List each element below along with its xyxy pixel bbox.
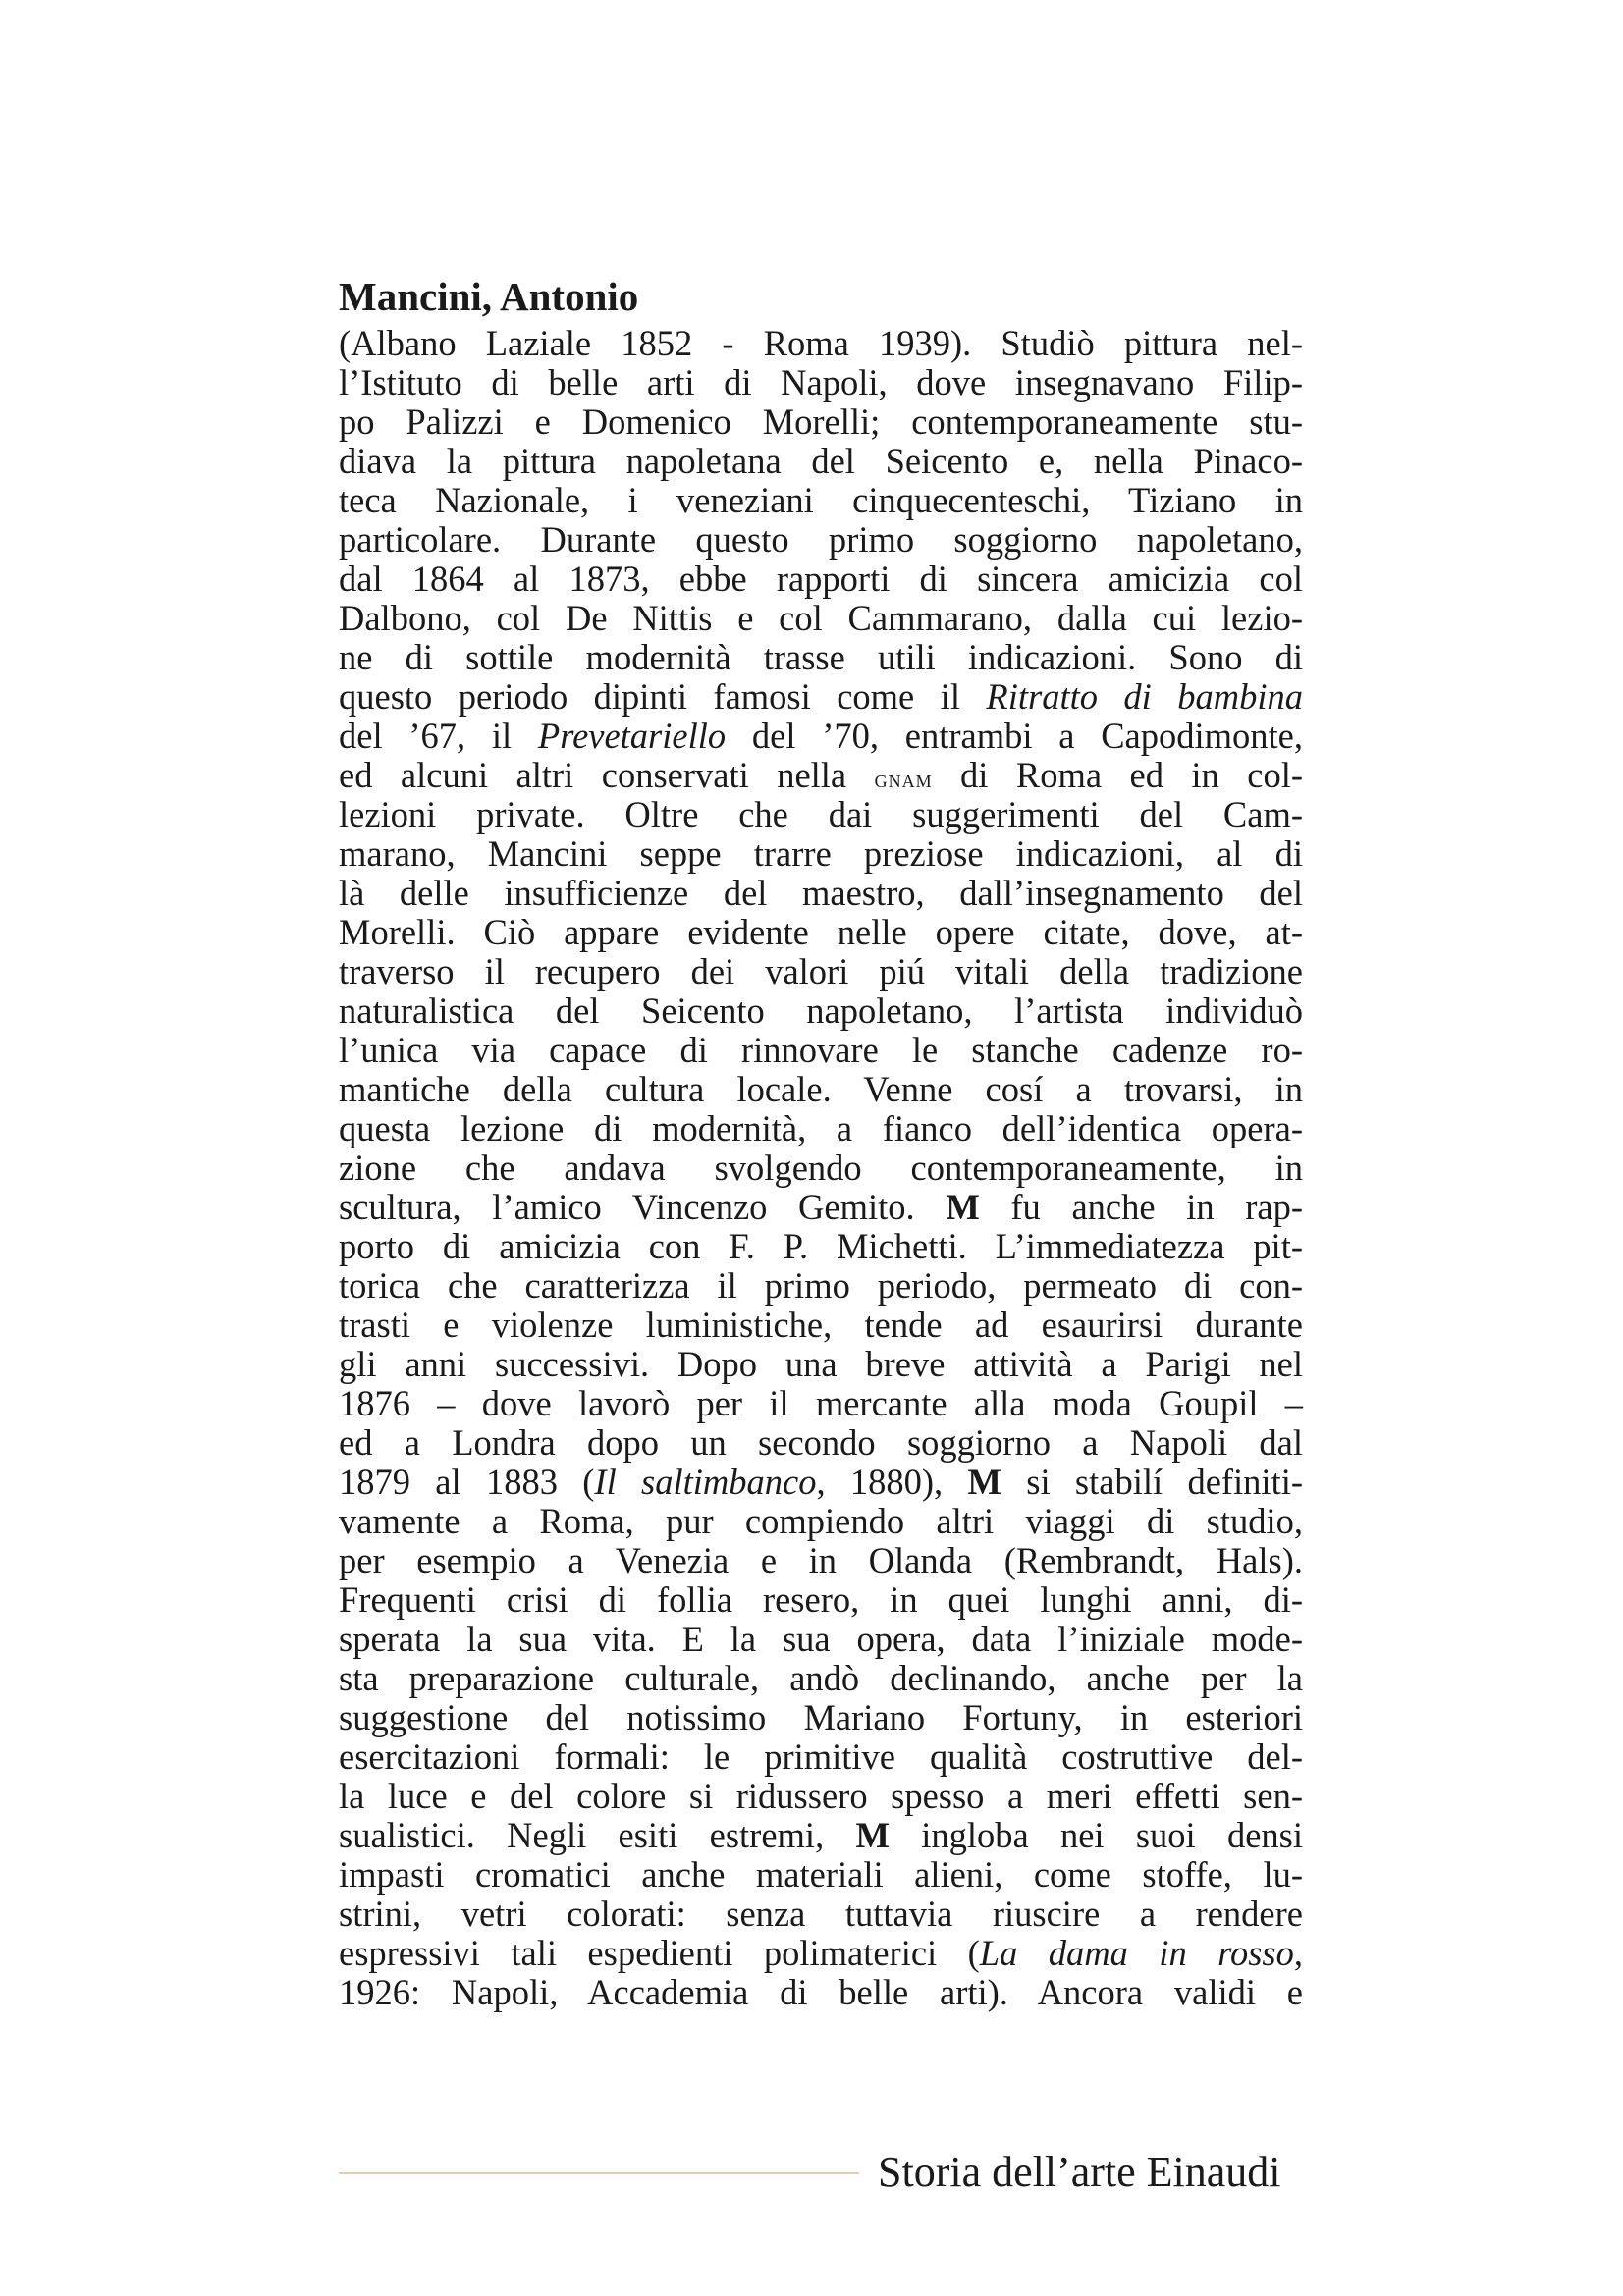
text-line	[339, 560, 1303, 599]
text-run: 1876 – dove lavorò per il mercante alla moda Goupil –	[339, 1383, 1303, 1423]
entry-title: Mancini, Antonio	[339, 274, 639, 319]
text-run: del ’70, entrambi a Capodimonte,	[726, 716, 1304, 756]
text-run: suggestione del notissimo Mariano Fortuny, in esteriori	[339, 1697, 1303, 1737]
text-line	[339, 363, 1303, 402]
text-run: del ’67, il	[339, 716, 538, 756]
text-line	[339, 1777, 1303, 1816]
text-run: esercitazioni formali: le primitive qualità costruttive del-	[339, 1736, 1303, 1777]
text-run: ed a Londra dopo un secondo soggiorno a Napoli dal	[339, 1422, 1303, 1463]
text-run: impasti cromatici anche materiali alieni, come stoffe, lu-	[339, 1854, 1303, 1895]
text-line	[339, 952, 1303, 991]
text-line	[339, 1423, 1303, 1463]
footer-rule	[339, 2172, 859, 2174]
text-line	[339, 1070, 1303, 1109]
text-line	[339, 1031, 1303, 1070]
artwork-title: Prevetariello	[537, 716, 727, 756]
text-run: l’unica via capace di rinnovare le stanche cadenze ro-	[339, 1030, 1303, 1070]
text-run: vamente a Roma, pur compiendo altri viaggi di studio,	[339, 1501, 1303, 1541]
text-run: fu anche in rap-	[979, 1187, 1303, 1227]
text-line	[339, 1973, 1303, 2012]
text-run: sperata la sua vita. E la sua opera, data l’iniziale mode-	[339, 1619, 1303, 1659]
text-run: Morelli. Ciò appare evidente nelle opere citate, dove, at-	[339, 912, 1303, 952]
text-line	[339, 834, 1303, 874]
text-run: dal 1864 al 1873, ebbe rapporti di sincera amicizia col	[339, 559, 1303, 599]
text-line	[339, 442, 1303, 481]
text-run: 1879 al 1883 (	[339, 1462, 595, 1502]
text-line	[339, 1580, 1303, 1620]
text-run: Frequenti crisi di follia resero, in quei lunghi anni, di-	[339, 1579, 1303, 1620]
text-run: per esempio a Venezia e in Olanda (Rembrandt, Hals).	[339, 1540, 1303, 1580]
text-line	[339, 1659, 1303, 1698]
text-run: questo periodo dipinti famosi come il	[339, 676, 987, 717]
text-line	[339, 1698, 1303, 1737]
text-line	[339, 1306, 1303, 1345]
text-run: espressivi tali espedienti polimaterici (	[339, 1933, 980, 1973]
text-line	[339, 1148, 1303, 1188]
text-line	[339, 1188, 1303, 1227]
artwork-title: Il saltimbanco	[594, 1462, 817, 1502]
text-run: , 1880),	[816, 1462, 968, 1502]
text-line	[339, 481, 1303, 520]
text-run: trasti e violenze luministiche, tende ad esaurirsi durante	[339, 1305, 1303, 1345]
text-run: po Palizzi e Domenico Morelli; contemporaneamente stu-	[339, 401, 1303, 442]
artist-initial: M	[967, 1462, 1001, 1502]
artwork-title: Ritratto di bambina	[986, 676, 1303, 717]
text-run: naturalistica del Seicento napoletano, l’artista individuò	[339, 990, 1303, 1031]
museum-acronym: gnam	[874, 765, 933, 793]
text-run: là delle insufficienze del maestro, dall’insegnamento del	[339, 873, 1303, 913]
text-run: mantiche della cultura locale. Venne cosí a trovarsi, in	[339, 1069, 1303, 1109]
text-run: porto di amicizia con F. P. Michetti. L’immediatezza pit-	[339, 1226, 1303, 1266]
text-line	[339, 874, 1303, 913]
text-run: si stabilí definiti-	[1001, 1462, 1304, 1502]
text-line	[339, 1502, 1303, 1541]
artist-initial: M	[855, 1815, 890, 1855]
text-line	[339, 1109, 1303, 1148]
text-line	[339, 638, 1303, 677]
text-run: zione che andava svolgendo contemporaneamente, in	[339, 1148, 1303, 1188]
text-line	[339, 1620, 1303, 1659]
text-run: lezioni private. Oltre che dai suggerimenti del Cam-	[339, 794, 1303, 834]
text-line	[339, 795, 1303, 834]
text-line	[339, 1737, 1303, 1777]
text-run: Dalbono, col De Nittis e col Cammarano, dalla cui lezio-	[339, 598, 1303, 638]
text-line	[339, 1384, 1303, 1423]
text-line	[339, 677, 1303, 717]
text-run: di Roma ed in col-	[932, 755, 1303, 795]
text-line	[339, 991, 1303, 1031]
text-run: torica che caratterizza il primo periodo, permeato di con-	[339, 1265, 1303, 1306]
text-run: ingloba nei suoi densi	[889, 1815, 1303, 1855]
text-line	[339, 1855, 1303, 1895]
text-run: sualistici. Negli esiti estremi,	[339, 1815, 856, 1855]
artist-initial: M	[946, 1187, 980, 1227]
text-run: sta preparazione culturale, andò declinando, anche per la	[339, 1658, 1303, 1698]
text-line	[339, 1934, 1303, 1973]
text-run: ne di sottile modernità trasse utili indicazioni. Sono di	[339, 637, 1303, 677]
text-line	[339, 1266, 1303, 1306]
text-line	[339, 756, 1303, 795]
text-line	[339, 324, 1303, 363]
entry-body	[339, 324, 1303, 2012]
text-line	[339, 1895, 1303, 1934]
artwork-title: La dama in rosso	[979, 1933, 1294, 1973]
text-line	[339, 599, 1303, 638]
text-line	[339, 402, 1303, 442]
footer-publication: Storia dell’arte Einaudi	[878, 2148, 1281, 2196]
text-line	[339, 1463, 1303, 1502]
text-run: scultura, l’amico Vincenzo Gemito.	[339, 1187, 947, 1227]
text-run: la luce e del colore si ridussero spesso a meri effetti sen-	[339, 1776, 1303, 1816]
text-run: marano, Mancini seppe trarre preziose indicazioni, al di	[339, 833, 1303, 874]
text-line	[339, 520, 1303, 560]
text-line	[339, 1345, 1303, 1384]
text-run: diava la pittura napoletana del Seicento e, nella Pinaco-	[339, 441, 1303, 481]
text-run: strini, vetri colorati: senza tuttavia riuscire a rendere	[339, 1894, 1303, 1934]
text-line	[339, 1227, 1303, 1266]
text-line	[339, 913, 1303, 952]
text-run: ,	[1293, 1933, 1304, 1973]
text-run: ed alcuni altri conservati nella	[339, 755, 875, 795]
text-line	[339, 1541, 1303, 1580]
text-line	[339, 1816, 1303, 1855]
text-run: questa lezione di modernità, a fianco dell’identica opera-	[339, 1108, 1303, 1148]
text-run: traverso il recupero dei valori piú vitali della tradizione	[339, 951, 1303, 991]
text-run: (Albano Laziale 1852 - Roma 1939). Studiò pittura nel-	[339, 323, 1303, 363]
text-line	[339, 717, 1303, 756]
text-run: 1926: Napoli, Accademia di belle arti). Ancora validi e	[339, 1972, 1303, 2012]
text-run: particolare. Durante questo primo soggiorno napoletano,	[339, 519, 1303, 560]
text-run: teca Nazionale, i veneziani cinquecenteschi, Tiziano in	[339, 480, 1303, 520]
text-run: gli anni successivi. Dopo una breve attività a Parigi nel	[339, 1344, 1303, 1384]
text-run: l’Istituto di belle arti di Napoli, dove insegnavano Filip-	[339, 362, 1303, 402]
